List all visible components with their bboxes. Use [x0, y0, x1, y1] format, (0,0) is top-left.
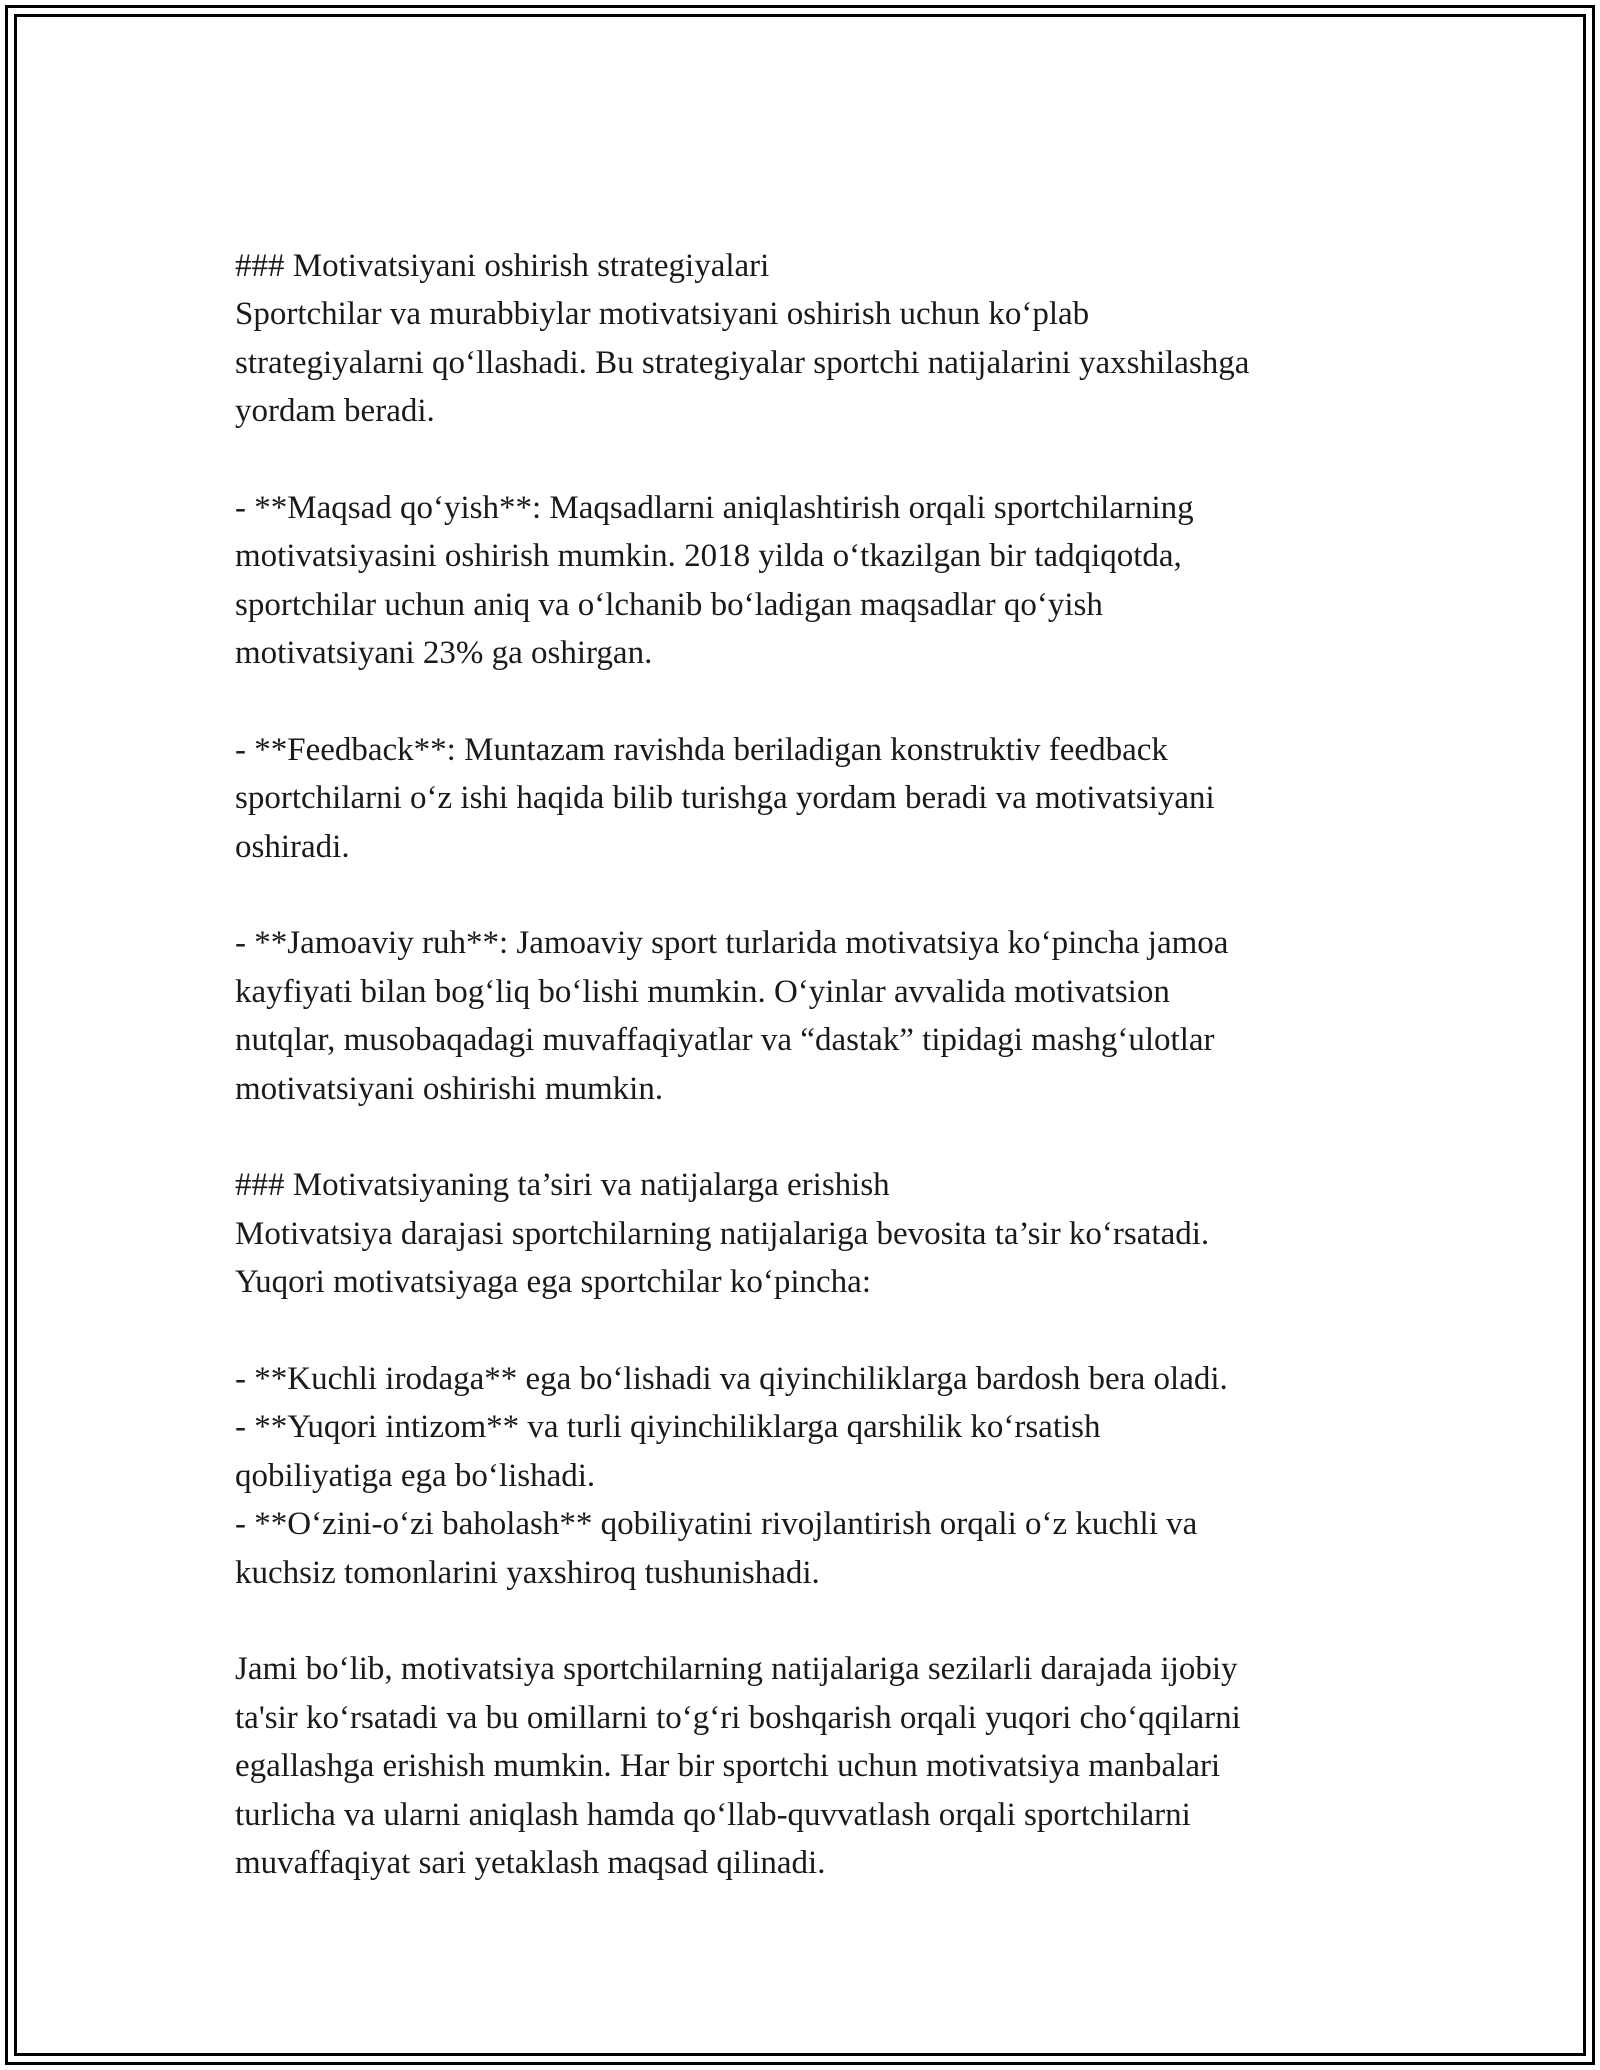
paragraph-gap	[235, 436, 1415, 484]
team-item-line: kayfiyati bilan bog‘liq bo‘lishi mumkin. O‘yinlar avvalida motivatsion	[235, 973, 1170, 1010]
paragraph-gap	[235, 1113, 1415, 1161]
conclusion-line: egallashga erishish mumkin. Har bir sportchi uchun motivatsiya manbalari	[235, 1748, 1221, 1785]
goal-item-line: motivatsiyasini oshirish mumkin. 2018 yilda o‘tkazilgan bir tadqiqotda,	[235, 538, 1182, 575]
paragraph-gap	[235, 1597, 1415, 1645]
intro-line: Sportchilar va murabbiylar motivatsiyani oshirish uchun ko‘plab	[235, 296, 1090, 333]
conclusion-line: ta'sir ko‘rsatadi va bu omillarni to‘g‘ri boshqarish orqali yuqori cho‘qqilarni	[235, 1699, 1241, 1736]
goal-item-line: motivatsiyani 23% ga oshirgan.	[235, 635, 653, 672]
goal-item-line: sportchilar uchun aniq va o‘lchanib bo‘ladigan maqsadlar qo‘yish	[235, 586, 1103, 623]
intro-line: yordam beradi.	[235, 393, 435, 430]
intro-line: strategiyalarni qo‘llashadi. Bu strategiyalar sportchi natijalarini yaxshilashga	[235, 344, 1250, 381]
team-item-line: motivatsiyani oshirishi mumkin.	[235, 1070, 664, 1107]
trait-line: kuchsiz tomonlarini yaxshiroq tushunishadi.	[235, 1554, 820, 1591]
paragraph-gap	[235, 678, 1415, 726]
feedback-item-line: - **Feedback**: Muntazam ravishda beriladigan konstruktiv feedback	[235, 731, 1168, 768]
team-item-line: - **Jamoaviy ruh**: Jamoaviy sport turlarida motivatsiya ko‘pincha jamoa	[235, 925, 1229, 962]
goal-item-line: - **Maqsad qo‘yish**: Maqsadlarni aniqlashtirish orqali sportchilarning	[235, 489, 1194, 526]
conclusion-line: Jami bo‘lib, motivatsiya sportchilarning natijalariga sezilarli darajada ijobiy	[235, 1651, 1238, 1688]
trait-line: - **Kuchli irodaga** ega bo‘lishadi va qiyinchiliklarga bardosh bera oladi.	[235, 1360, 1228, 1397]
section-heading-impact: ### Motivatsiyaning ta’siri va natijalarga erishish	[235, 1167, 890, 1204]
team-item-line: nutqlar, musobaqadagi muvaffaqiyatlar va “dastak” tipidagi mashg‘ulotlar	[235, 1022, 1215, 1059]
section2-intro-line: Motivatsiya darajasi sportchilarning natijalariga bevosita ta’sir ko‘rsatadi.	[235, 1215, 1210, 1252]
conclusion-line: muvaffaqiyat sari yetaklash maqsad qilinadi.	[235, 1844, 826, 1881]
trait-line: qobiliyatiga ega bo‘lishadi.	[235, 1457, 596, 1494]
conclusion-line: turlicha va ularni aniqlash hamda qo‘llab-quvvatlash orqali sportchilarni	[235, 1796, 1191, 1833]
paragraph-gap	[235, 871, 1415, 919]
feedback-item-line: oshiradi.	[235, 828, 350, 865]
section2-intro-line: Yuqori motivatsiyaga ega sportchilar ko‘pincha:	[235, 1264, 871, 1301]
document-body	[235, 242, 1415, 1887]
trait-line: - **Yuqori intizom** va turli qiyinchiliklarga qarshilik ko‘rsatish	[235, 1409, 1101, 1446]
feedback-item-line: sportchilarni o‘z ishi haqida bilib turishga yordam beradi va motivatsiyani	[235, 780, 1215, 817]
trait-line: - **O‘zini-o‘zi baholash** qobiliyatini rivojlantirish orqali o‘z kuchli va	[235, 1506, 1198, 1543]
paragraph-gap	[235, 1307, 1415, 1355]
section-heading-strategies: ### Motivatsiyani oshirish strategiyalari	[235, 248, 770, 284]
